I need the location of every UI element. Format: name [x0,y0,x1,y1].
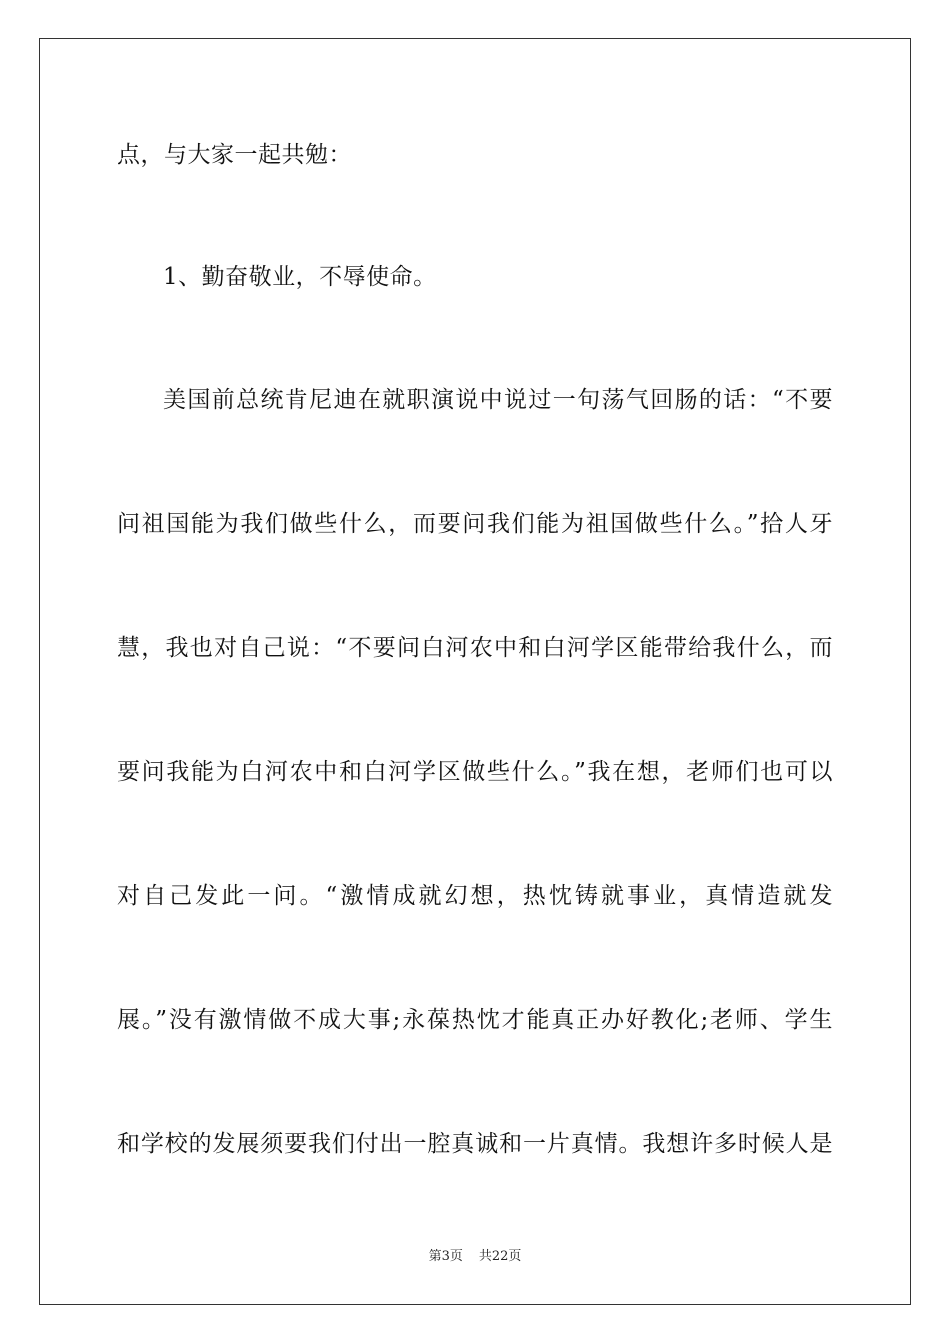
page-total: 共22页 [478,1249,522,1264]
text-line-9: 和学校的发展须要我们付出一腔真诚和一片真情。我想许多时候人是 [117,1131,833,1157]
text-line-2: 1、勤奋敬业，不辱使命。 [163,264,437,290]
text-line-1: 点，与大家一起共勉： [117,142,352,168]
text-line-6: 要问我能为白河农中和白河学区做些什么。”我在想，老师们也可以 [117,759,833,785]
page-border [39,38,911,1305]
text-line-4: 问祖国能为我们做些什么，而要问我们能为祖国做些什么。”拾人牙 [117,511,833,537]
text-line-7: 对自己发此一问。“激情成就幻想，热忱铸就事业，真情造就发 [117,883,833,909]
text-line-3: 美国前总统肯尼迪在就职演说中说过一句荡气回肠的话：“不要 [163,387,833,413]
text-line-5: 慧，我也对自己说：“不要问白河农中和白河学区能带给我什么，而 [117,635,833,661]
text-line-8: 展。”没有激情做不成大事;永葆热忱才能真正办好教化;老师、学生 [117,1007,833,1033]
page-number: 第3页 [428,1249,463,1264]
page-footer [0,1248,950,1266]
